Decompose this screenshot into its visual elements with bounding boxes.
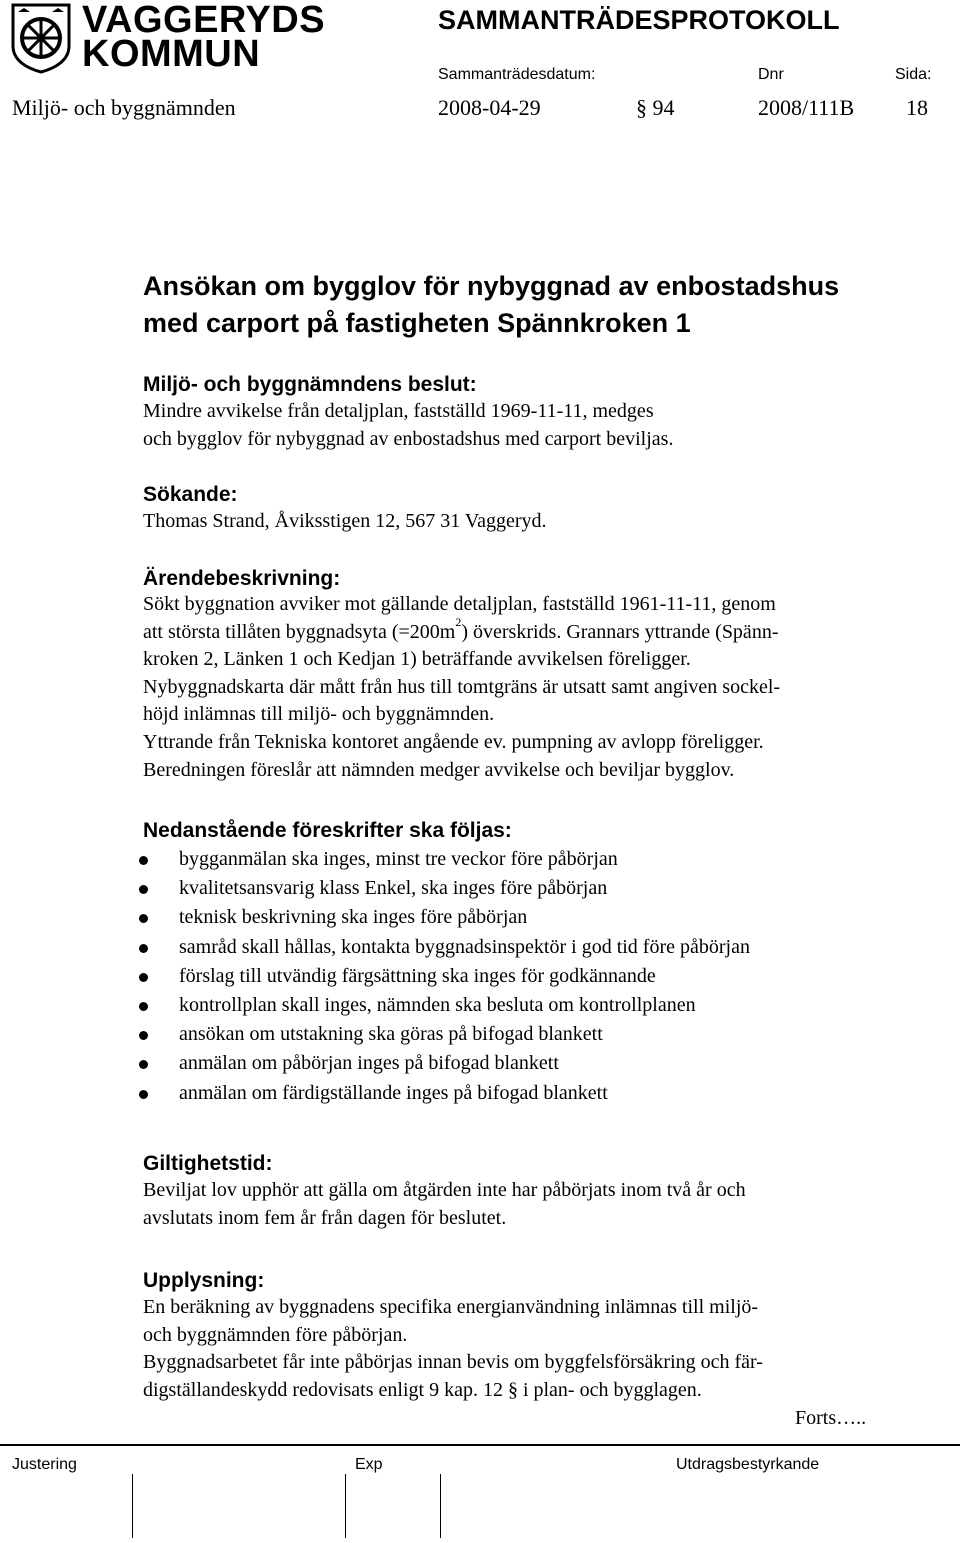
decision-line: och bygglov för nybyggnad av enbostadshus med carport beviljas.	[143, 427, 674, 450]
signature-divider	[345, 1474, 346, 1538]
regulations-heading: Nedanstående föreskrifter ska följas:	[143, 819, 512, 842]
list-item-text: anmälan om påbörjan inges på bifogad blankett	[179, 1052, 559, 1075]
applicant-line: Thomas Strand, Åviksstigen 12, 567 31 Vaggeryd.	[143, 510, 547, 532]
case-title-line: Ansökan om bygglov för nybyggnad av enbostadshus	[143, 271, 840, 301]
bullet-icon	[139, 1002, 148, 1011]
description-line: Sökt byggnation avviker mot gällande detaljplan, fastställd 1961-11-11, genom	[143, 593, 776, 615]
bullet-icon	[139, 1060, 148, 1069]
list-item	[143, 903, 750, 932]
dnr-label: Dnr	[758, 66, 784, 83]
list-item-text: teknisk beskrivning ska inges före påbörjan	[179, 906, 528, 929]
list-item-text: kontrollplan skall inges, nämnden ska besluta om kontrollplanen	[179, 994, 696, 1017]
description-line-part: ) överskrids. Grannars yttrande (Spänn-	[461, 620, 779, 643]
bullet-icon	[139, 944, 148, 953]
description-line: Nybyggnadskarta där mått från hus till tomtgräns är utsatt samt angiven sockel-	[143, 675, 781, 698]
validity-heading: Giltighetstid:	[143, 1152, 273, 1175]
list-item-text: förslag till utvändig färgsättning ska inges för godkännande	[179, 964, 656, 987]
list-item	[143, 1079, 750, 1108]
list-item-text: ansökan om utstakning ska göras på bifogad blankett	[179, 1023, 603, 1046]
case-title	[143, 268, 839, 342]
list-item	[143, 933, 750, 962]
org-name-line1: VAGGERYDS	[82, 0, 326, 41]
signature-divider	[132, 1474, 133, 1538]
description-heading: Ärendebeskrivning:	[143, 567, 341, 590]
description-line: kroken 2, Länken 1 och Kedjan 1) beträffande avvikelsen föreligger.	[143, 648, 691, 671]
list-item-text: anmälan om färdigställande inges på bifogad blankett	[179, 1081, 608, 1104]
dnr-number: 2008/111B	[758, 95, 855, 120]
org-name-line2: KOMMUN	[82, 33, 261, 75]
committee-name: Miljö- och byggnämnden	[12, 95, 236, 120]
bullet-icon	[139, 914, 148, 923]
information-line: En beräkning av byggnadens specifika energianvändning inlämnas till miljö-	[143, 1296, 759, 1318]
bullet-icon	[139, 885, 148, 894]
description-line	[143, 614, 903, 647]
validity-line: Beviljat lov upphör att gälla om åtgärden inte har påbörjats inom två år och	[143, 1179, 746, 1201]
document-title: SAMMANTRÄDESPROTOKOLL	[438, 5, 840, 35]
decision-line: Mindre avvikelse från detaljplan, fastställd 1969-11-11, medges	[143, 400, 654, 422]
footer-exp-label: Exp	[355, 1456, 383, 1473]
description-line: Beredningen föreslår att nämnden medger avvikelse och beviljar bygglov.	[143, 758, 735, 781]
applicant-heading: Sökande:	[143, 483, 238, 506]
bullet-icon	[139, 973, 148, 982]
page-number: 18	[906, 95, 928, 120]
list-item-text: samråd skall hållas, kontakta byggnadsinspektör i god tid före påbörjan	[179, 935, 750, 958]
information-line: digställandeskydd redovisats enligt 9 kap. 12 § i plan- och bygglagen.	[143, 1378, 702, 1401]
description-text	[143, 591, 903, 784]
description-line: höjd inlämnas till miljö- och byggnämnden.	[143, 703, 495, 726]
information-line: Byggnadsarbetet får inte påbörjas innan bevis om byggfelsförsäkring och fär-	[143, 1351, 763, 1374]
list-item	[143, 962, 750, 991]
list-item	[143, 874, 750, 903]
information-line: och byggnämnden före påbörjan.	[143, 1323, 408, 1346]
information-text	[143, 1294, 903, 1404]
description-line-part: att största tillåten byggnadsyta (=200m	[143, 620, 456, 643]
footer-justering-label: Justering	[12, 1456, 77, 1473]
list-item	[143, 1049, 750, 1078]
bullet-icon	[139, 856, 148, 865]
regulations-list	[143, 845, 750, 1108]
footer-divider	[0, 1444, 960, 1446]
superscript-exponent: 2	[455, 614, 462, 629]
continued-note: Forts…..	[795, 1407, 867, 1429]
wheel-emblem-icon	[10, 2, 72, 74]
list-item-text: kvalitetsansvarig klass Enkel, ska inges före påbörjan	[179, 877, 608, 900]
list-item-text: bygganmälan ska inges, minst tre veckor före påbörjan	[179, 848, 618, 870]
footer-utdrag-label: Utdragsbestyrkande	[676, 1456, 820, 1473]
bullet-icon	[139, 1090, 148, 1099]
information-heading: Upplysning:	[143, 1269, 265, 1292]
decision-text	[143, 398, 903, 453]
applicant-text	[143, 508, 903, 536]
list-item	[143, 991, 750, 1020]
list-item	[143, 845, 750, 874]
list-item	[143, 1020, 750, 1049]
meeting-date: 2008-04-29	[438, 95, 541, 120]
paragraph-number: § 94	[636, 95, 675, 120]
signature-divider	[440, 1474, 441, 1538]
validity-text	[143, 1177, 903, 1232]
case-title-line: med carport på fastigheten Spännkroken 1	[143, 308, 691, 338]
meeting-date-label: Sammanträdesdatum:	[438, 66, 596, 83]
decision-heading: Miljö- och byggnämndens beslut:	[143, 373, 477, 396]
bullet-icon	[139, 1031, 148, 1040]
page-label: Sida:	[895, 66, 932, 83]
validity-line: avslutats inom fem år från dagen för beslutet.	[143, 1206, 507, 1229]
description-line: Yttrande från Tekniska kontoret angående ev. pumpning av avlopp föreligger.	[143, 730, 764, 753]
